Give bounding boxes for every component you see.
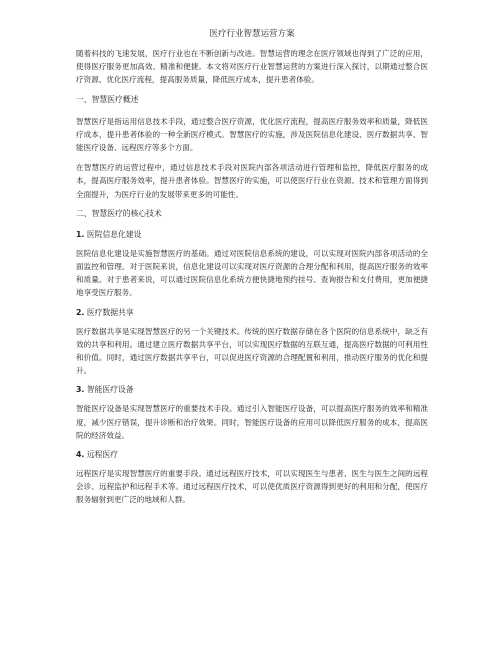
subheading-number: 2. — [76, 307, 85, 317]
data-sharing-paragraph: 医疗数据共享是实现智慧医疗的另一个关键技术。传统的医疗数据存储在各个医院的信息系统中，缺乏有效的共享和利用。通过建立医疗数据共享平台，可以实现医疗数据的互联互通，提高医疗数据的可利用性和价值。同时，通过医疗数据共享平台，可以促进医疗资源的合理配置和利用，推动医疗服务的优化和提升。 — [76, 326, 428, 376]
subheading-smart-devices — [76, 384, 428, 396]
document-title: 医疗行业智慧运营方案 — [209, 29, 295, 39]
subheading-number: 4. — [76, 450, 85, 460]
document-page — [76, 28, 428, 514]
subheading-telemedicine — [76, 449, 428, 461]
subheading-number: 1. — [76, 229, 85, 239]
section-heading-core-tech: 二、智慧医疗的核心技术 — [76, 208, 162, 218]
section-heading-overview: 一、智慧医疗概述 — [76, 94, 139, 104]
smart-devices-paragraph: 智能医疗设备是实现智慧医疗的重要技术手段。通过引入智能医疗设备，可以提高医疗服务的效率和精准度，减少医疗错误，提升诊断和治疗效果。同时，智能医疗设备的应用可以降低医疗服务的成本，提高医院的经济效益。 — [76, 404, 428, 440]
subheading-hospital-it — [76, 229, 428, 241]
subheading-text: 远程医疗 — [86, 450, 119, 460]
subheading-data-sharing — [76, 307, 428, 319]
hospital-it-paragraph: 医院信息化建设是实施智慧医疗的基础。通过对医院信息系统的建设，可以实现对医院内部各项活动的全面监控和管理。对于医院来说，信息化建设可以实现对医疗资源的合理分配和利用，提高医疗服务的效率和质量。对于患者来说，可以通过医院信息化系统方便快捷地预约挂号、查询报告和支付费用，更加便捷地享受医疗服务。 — [76, 248, 428, 298]
overview-paragraph-1: 智慧医疗是指运用信息技术手段，通过整合医疗资源，优化医疗流程，提高医疗服务效率和质量，降低医疗成本，提升患者体验的一种全新医疗模式。智慧医疗的实施，涉及医院信息化建设、医疗数据共享、智能医疗设备、远程医疗等多个方面。 — [76, 116, 428, 153]
subheading-text: 医疗数据共享 — [86, 307, 134, 317]
subheading-text: 智能医疗设备 — [86, 385, 134, 395]
telemedicine-paragraph: 远程医疗是实现智慧医疗的重要手段。通过远程医疗技术，可以实现医生与患者、医生与医生之间的远程会诊、远程监护和远程手术等。通过远程医疗技术，可以使优质医疗资源得到更好的利用和分配，使医疗服务辐射到更广泛的地域和人群。 — [76, 469, 428, 505]
subheading-number: 3. — [76, 385, 85, 395]
intro-paragraph: 随着科技的飞速发展，医疗行业也在不断创新与改进。智慧运营的理念在医疗领域也得到了广泛的应用，使得医疗服务更加高效、精准和便捷。本文将对医疗行业智慧运营的方案进行深入探讨，以期通过整合医疗资源、优化医疗流程，提高服务质量，降低医疗成本，提升患者体验。 — [76, 49, 428, 85]
subheading-text: 医院信息化建设 — [86, 229, 142, 239]
overview-paragraph-2: 在智慧医疗的运营过程中，通过信息技术手段对医院内部各项活动进行管理和监控，降低医疗服务的成本，提高医疗服务效率，提升患者体验。智慧医疗的实施，可以使医疗行业在资源、技术和管理方面得到全面提升，为医疗行业的发展带来更多的可能性。 — [76, 163, 428, 199]
